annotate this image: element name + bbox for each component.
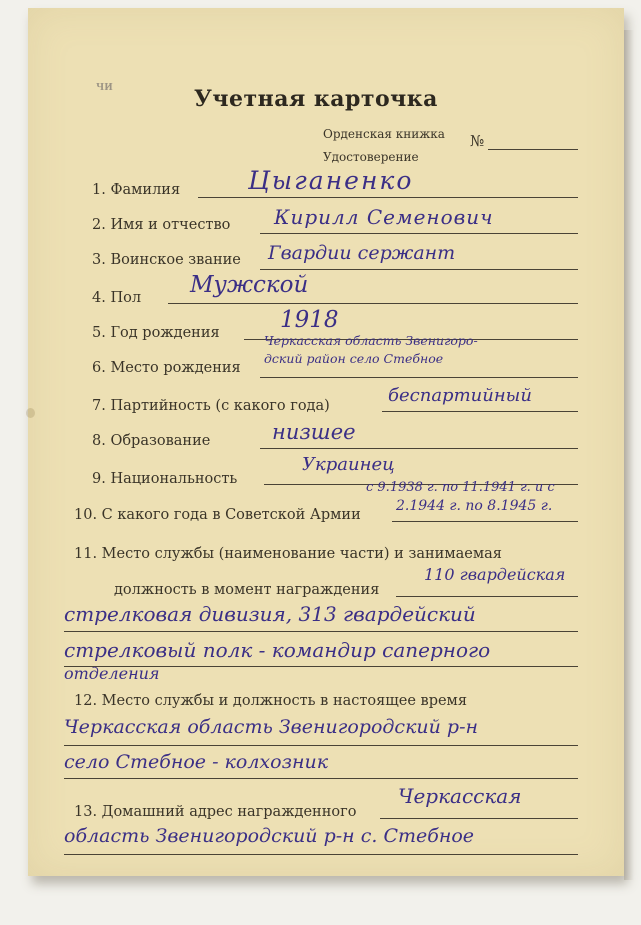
field-current-line-1 — [64, 745, 578, 746]
field-service-line-2 — [64, 631, 578, 632]
field-rank-label: 3. Воинское звание — [92, 252, 241, 268]
record-card — [28, 8, 624, 876]
field-army-value-1: с 9.1938 г. по 11.1941 г. и с — [366, 480, 555, 495]
field-address-line-2 — [64, 854, 578, 855]
field-birthplace-value-1: Черкасская область Звенигоро- — [264, 333, 478, 348]
field-birthplace-label: 6. Место рождения — [92, 360, 241, 376]
field-rank-value: Гвардии сержант — [268, 242, 456, 264]
field-service-value-2: стрелковая дивизия, 313 гвардейский — [64, 602, 476, 626]
field-sex-label: 4. Пол — [92, 290, 142, 306]
card-edge-shadow — [624, 30, 634, 880]
field-current-value-2: село Стебное - колхозник — [64, 751, 329, 773]
field-sex-line — [168, 303, 578, 304]
field-education-line — [260, 448, 578, 449]
field-service-value-3: стрелковый полк - командир саперного — [64, 638, 491, 662]
faded-stamp: ЧИ — [96, 83, 113, 93]
field-birth-year-label: 5. Год рождения — [92, 325, 220, 341]
field-address-line-1 — [380, 818, 578, 819]
paper-stain — [26, 408, 35, 418]
field-name-value: Кирилл Семенович — [274, 205, 494, 229]
certificate-label: Удостоверение — [323, 150, 419, 164]
field-address-value-2: область Звенигородский р-н с. Стебное — [64, 825, 475, 847]
field-party-line — [382, 411, 578, 412]
field-surname-label: 1. Фамилия — [92, 182, 181, 198]
field-service-label-1: 11. Место службы (наименование части) и занимаемая — [74, 546, 502, 562]
number-sign: № — [470, 132, 485, 150]
field-name-label: 2. Имя и отчество — [92, 217, 231, 233]
field-birthplace-line — [260, 377, 578, 378]
field-surname-value: Цыганенко — [248, 166, 414, 195]
field-birth-year-value: 1918 — [280, 307, 339, 333]
field-current-label: 12. Место службы и должность в настоящее время — [74, 693, 467, 709]
field-nationality-label: 9. Национальность — [92, 471, 238, 487]
field-service-label-2: должность в момент награждения — [114, 582, 380, 598]
field-birthplace-value-2: дский район село Стебное — [264, 351, 444, 366]
field-army-value-2: 2.1944 г. по 8.1945 г. — [396, 498, 553, 514]
field-army-label: 10. С какого года в Советской Армии — [74, 507, 361, 523]
field-name-line — [260, 233, 578, 234]
field-address-label: 13. Домашний адрес награжденного — [74, 804, 357, 820]
field-address-value-1: Черкасская — [398, 784, 522, 808]
order-book-label: Орденская книжка — [323, 127, 445, 141]
field-party-label: 7. Партийность (с какого года) — [92, 398, 330, 414]
field-nationality-value: Украинец — [302, 454, 395, 475]
field-party-value: беспартийный — [388, 385, 532, 406]
field-current-value-1: Черкасская область Звенигородский р-н — [64, 716, 479, 738]
field-sex-value: Мужской — [190, 272, 309, 298]
field-army-line — [392, 521, 578, 522]
field-education-label: 8. Образование — [92, 433, 211, 449]
field-service-value-1: 110 гвардейская — [424, 565, 566, 584]
field-education-value: низшее — [272, 420, 356, 444]
form-title: Учетная карточка — [194, 86, 438, 112]
number-line — [488, 149, 578, 150]
field-service-value-4: отделения — [64, 664, 160, 683]
field-surname-line — [198, 197, 578, 198]
field-current-line-2 — [64, 778, 578, 779]
field-service-line-1 — [396, 596, 578, 597]
field-rank-line — [260, 269, 578, 270]
